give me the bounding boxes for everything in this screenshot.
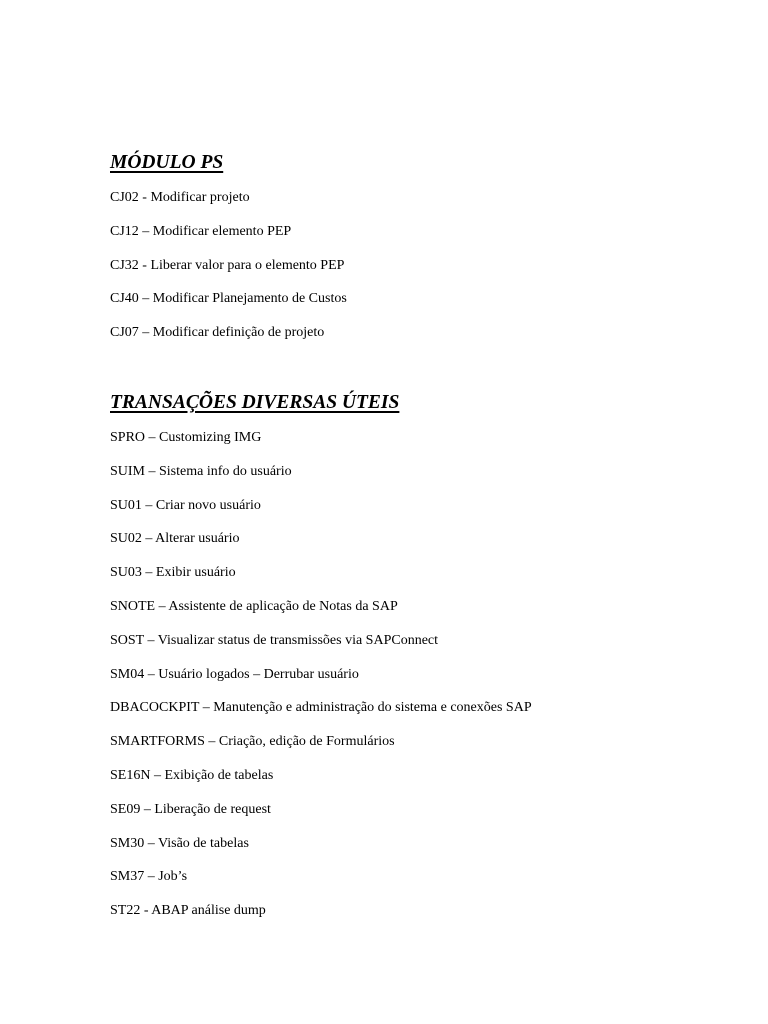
list-modulo-ps	[110, 184, 730, 353]
list-item: ST22 - ABAP análise dump	[110, 903, 266, 919]
list-item: SU02 – Alterar usuário	[110, 531, 240, 547]
heading-modulo-ps: MÓDULO PS	[110, 152, 224, 173]
list-item: CJ07 – Modificar definição de projeto	[110, 325, 325, 341]
list-item: SM30 – Visão de tabelas	[110, 835, 249, 851]
heading-transacoes-diversas: TRANSAÇÕES DIVERSAS ÚTEIS	[110, 392, 400, 413]
list-item: CJ32 - Liberar valor para o elemento PEP	[110, 257, 345, 273]
section-transacoes-diversas	[110, 389, 730, 931]
list-item: CJ40 – Modificar Planejamento de Custos	[110, 291, 347, 307]
list-item: SM37 – Job’s	[110, 869, 188, 885]
list-item: SE09 – Liberação de request	[110, 801, 271, 817]
list-item: DBACOCKPIT – Manutenção e administração do sistema e conexões SAP	[110, 700, 532, 716]
list-item: SU01 – Criar novo usuário	[110, 497, 261, 513]
list-item: CJ12 – Modificar elemento PEP	[110, 223, 292, 239]
list-transacoes	[110, 424, 730, 931]
list-item: SE16N – Exibição de tabelas	[110, 767, 274, 783]
list-item: SUIM – Sistema info do usuário	[110, 463, 292, 479]
list-item: SOST – Visualizar status de transmissões via SAPConnect	[110, 632, 439, 648]
list-item: CJ02 - Modificar projeto	[110, 190, 250, 205]
section-modulo-ps	[110, 149, 730, 353]
list-item: SU03 – Exibir usuário	[110, 565, 236, 581]
list-item: SNOTE – Assistente de aplicação de Notas da SAP	[110, 598, 398, 614]
list-item: SPRO – Customizing IMG	[110, 430, 262, 445]
list-item: SM04 – Usuário logados – Derrubar usuário	[110, 666, 359, 682]
list-item: SMARTFORMS – Criação, edição de Formulários	[110, 734, 395, 750]
